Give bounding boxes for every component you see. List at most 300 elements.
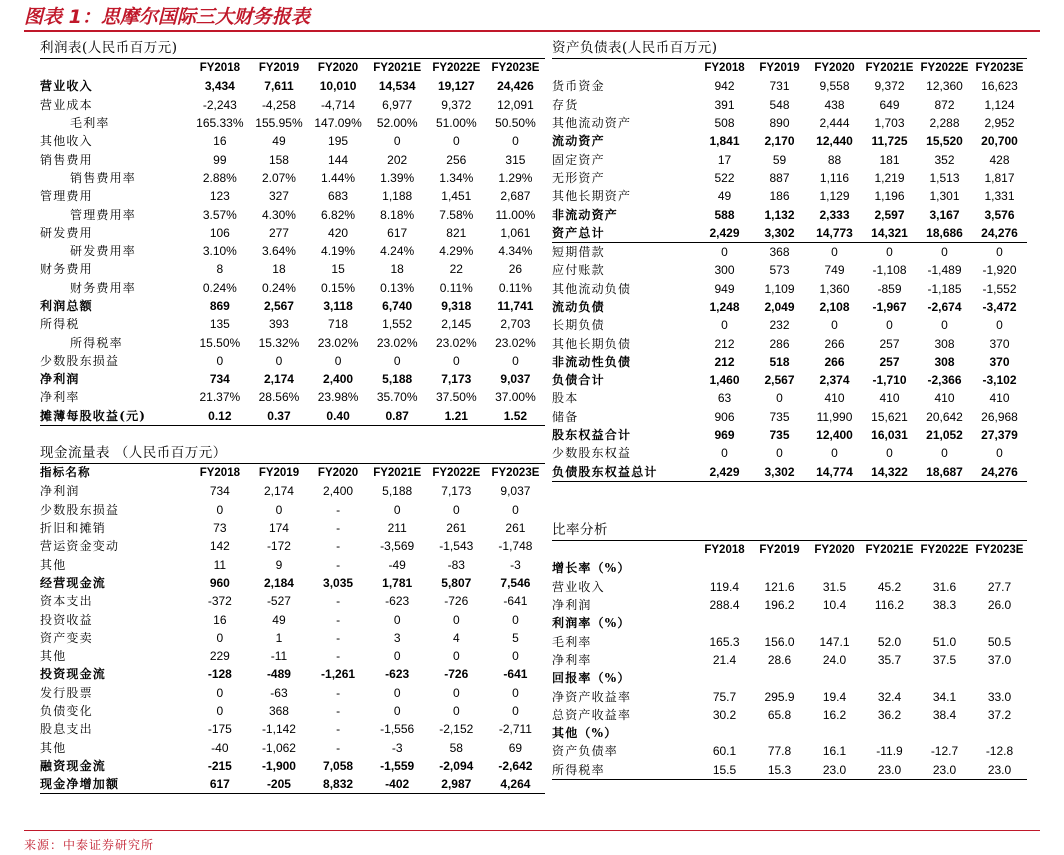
table-row [552, 463, 1027, 481]
cell-value: 0 [393, 134, 401, 149]
cell-value: - [336, 612, 341, 627]
cell-value: -372 [207, 594, 232, 609]
row-label: 资产变卖 [40, 630, 93, 645]
cell-value: 256 [446, 152, 467, 167]
cell-value: 1,061 [500, 225, 531, 240]
row-label: 非流动资产 [552, 207, 619, 222]
cell-value: 45.2 [877, 579, 902, 594]
cell-value: 19.4 [822, 689, 847, 704]
row-label: 经营现金流 [40, 575, 107, 590]
cell-value: -726 [444, 667, 469, 682]
cell-value [697, 669, 752, 687]
table-row [552, 651, 1027, 669]
cell-value: 63 [717, 391, 732, 406]
cell-value: 327 [268, 189, 289, 204]
table-row [40, 665, 545, 683]
cell-value: 49 [272, 134, 286, 149]
cell-value: 11,725 [871, 134, 908, 149]
cell-value: - [336, 594, 341, 609]
cell-value: 9,037 [500, 484, 531, 499]
cell-value: 869 [209, 299, 230, 313]
cell-value: 0 [886, 318, 893, 333]
cell-value: 2,170 [764, 134, 795, 149]
cell-value: 9,372 [441, 97, 472, 112]
cell-value: 49 [272, 612, 286, 627]
cell-value: 2,567 [764, 373, 795, 388]
income-bottom-rule [40, 425, 545, 426]
cell-value: 11.00% [495, 207, 536, 222]
cell-value: 2,703 [500, 317, 531, 332]
cashflow-table [40, 464, 545, 793]
table-row [552, 761, 1027, 779]
cell-value: 0.40 [326, 408, 350, 423]
cell-value: 37.0 [987, 652, 1012, 667]
column-header-label [552, 541, 697, 559]
cell-value: 428 [989, 152, 1010, 167]
cell-value: -641 [503, 667, 528, 682]
cell-value: 3,302 [752, 224, 807, 243]
row-label: 负债合计 [552, 373, 605, 388]
cell-value: 0.24% [261, 280, 296, 295]
ratio-bottom-rule [552, 779, 1027, 780]
cell-value: 9 [275, 557, 283, 572]
cell-value: 0.15% [321, 280, 356, 295]
table-row [552, 114, 1027, 132]
cell-value: 24,276 [981, 464, 1018, 479]
cell-value: 147.09% [314, 116, 362, 131]
cell-value: -2,243 [202, 97, 237, 112]
cell-value: -1,062 [261, 740, 296, 755]
cell-value: -1,559 [380, 758, 415, 773]
table-row [552, 669, 1027, 687]
table-row [552, 316, 1027, 334]
table-row [552, 280, 1027, 298]
cell-value: 212 [714, 336, 735, 351]
row-label: 净资产收益率 [552, 689, 632, 704]
cell-value: 65.8 [767, 707, 792, 722]
table-row [40, 370, 545, 388]
cell-value: 3,035 [323, 575, 354, 590]
cell-value: 1,219 [874, 170, 905, 185]
table-row [552, 205, 1027, 223]
column-header-year: FY2019 [258, 62, 300, 75]
cell-value: 0.11% [439, 280, 473, 295]
cell-value: 156.0 [764, 634, 795, 649]
cell-value: 4,264 [500, 777, 531, 792]
cell-value: 0.11% [498, 280, 532, 295]
table-row [552, 596, 1027, 614]
column-header-year: FY2020 [814, 544, 855, 557]
cell-value: 106 [209, 225, 230, 240]
cell-value: 202 [387, 152, 408, 167]
cell-value: 9,372 [874, 79, 905, 94]
column-header-label: 指标名称 [40, 467, 91, 480]
cell-value: 116.2 [874, 598, 905, 613]
cell-value: 30.2 [712, 707, 737, 722]
cell-value: 4.19% [321, 244, 356, 259]
cell-value: 11 [213, 557, 227, 572]
cell-value: 718 [328, 317, 349, 332]
cell-value: 872 [934, 97, 955, 112]
cell-value [972, 559, 1027, 577]
cell-value: 1.34% [439, 170, 474, 185]
cell-value: 7,611 [264, 79, 294, 94]
cell-value: -49 [388, 557, 406, 572]
row-label: 其他 [40, 557, 67, 572]
cell-value: 26 [508, 262, 523, 277]
cell-value: 23.0 [932, 762, 957, 777]
cell-value: 906 [714, 409, 735, 424]
table-row [40, 775, 545, 793]
cell-value: 20,642 [926, 409, 963, 424]
cell-value: 0 [216, 353, 224, 368]
cell-value: 49 [717, 189, 732, 204]
column-header-year: FY2018 [704, 544, 745, 557]
table-row [40, 96, 545, 114]
column-header-year: FY2021E [865, 62, 914, 75]
table-row [40, 702, 545, 720]
cell-value: -12.8 [985, 744, 1014, 759]
cell-value: 573 [769, 263, 790, 278]
cell-value: 300 [714, 263, 735, 278]
cell-value: 9,558 [819, 79, 850, 94]
cell-value: 266 [824, 336, 845, 351]
cell-value [862, 559, 917, 577]
cell-value: -4,714 [321, 97, 356, 112]
column-header-year: FY2022E [432, 467, 481, 480]
row-label: 发行股票 [40, 685, 93, 700]
cell-value: 50.50% [495, 116, 536, 131]
cell-value: -172 [266, 539, 291, 554]
cell-value: 144 [328, 152, 349, 167]
cell-value: -1,552 [982, 281, 1017, 296]
table-row [40, 315, 545, 333]
column-header-year: FY2018 [199, 467, 240, 480]
cell-value: 0 [393, 612, 401, 627]
cell-value: -63 [270, 685, 288, 700]
row-label: 营业收入 [40, 79, 93, 94]
row-label: 利润总额 [40, 299, 93, 313]
row-label: 所得税 [40, 317, 80, 332]
cell-value: 969 [714, 428, 735, 443]
cell-value [807, 669, 862, 687]
cell-value: 10.4 [822, 598, 847, 613]
cell-value: 6,740 [382, 299, 413, 313]
cell-value: 257 [879, 354, 900, 369]
cell-value: 617 [209, 777, 230, 792]
cell-value: - [336, 521, 341, 536]
cell-value: -623 [385, 667, 410, 682]
table-row [40, 555, 545, 573]
cell-value: -11.9 [876, 744, 903, 759]
cell-value: 2,597 [874, 207, 905, 222]
cell-value: 2,374 [819, 373, 850, 388]
cell-value: 34.1 [932, 689, 957, 704]
cell-value: 9,037 [500, 372, 531, 387]
cell-value: 0.37 [267, 408, 291, 423]
cell-value: -1,185 [927, 281, 962, 296]
cell-value: 165.3 [709, 634, 740, 649]
cell-value: 1 [275, 630, 283, 645]
row-label: 财务费用 [40, 262, 93, 277]
table-row [40, 187, 545, 205]
cell-value: 23.02% [376, 335, 418, 350]
row-label: 非流动性负债 [552, 354, 632, 369]
cell-value: -2,711 [498, 722, 532, 737]
cell-value: 52.00% [376, 116, 418, 131]
column-header-year: FY2018 [199, 62, 240, 75]
cell-value: 1,248 [709, 300, 740, 314]
cell-value: 52.0 [877, 634, 902, 649]
cell-value: 3.64% [261, 244, 296, 259]
table-row [552, 334, 1027, 352]
cell-value: 734 [209, 484, 230, 499]
income-statement [40, 38, 545, 426]
cashflow-header-row [40, 464, 545, 482]
cell-value: 518 [769, 354, 790, 369]
cell-value: 7,058 [323, 758, 354, 773]
table-row [40, 224, 545, 242]
row-label: 其他 [40, 740, 67, 755]
cell-value: - [336, 539, 341, 554]
cell-value: 0 [831, 446, 838, 461]
cell-value: 2,687 [500, 189, 531, 204]
cell-value: 50.5 [987, 634, 1012, 649]
cell-value: 2,145 [441, 317, 472, 332]
cell-value: -623 [385, 594, 410, 609]
cell-value: 23.0 [822, 762, 847, 777]
row-label: 投资现金流 [40, 667, 107, 682]
cell-value: 16 [213, 612, 227, 627]
cell-value: 36.2 [877, 707, 902, 722]
cell-value: 23.0 [877, 762, 902, 777]
cell-value: 0 [941, 245, 948, 260]
cell-value: 14,322 [871, 464, 908, 479]
cell-value: 734 [209, 372, 230, 387]
row-label: 固定资产 [552, 152, 605, 167]
cell-value: 352 [934, 152, 955, 167]
cell-value: 31.6 [932, 579, 957, 594]
cell-value [807, 724, 862, 742]
cell-value: -402 [385, 777, 410, 792]
cell-value [752, 559, 807, 577]
row-label: 净利润 [40, 484, 80, 499]
cell-value: 7,546 [500, 575, 531, 590]
table-row [552, 242, 1027, 261]
row-label: 折旧和摊销 [40, 521, 107, 536]
cell-value: 4 [452, 630, 460, 645]
cell-value: 1,331 [984, 189, 1015, 204]
cell-value: 15,520 [926, 134, 963, 149]
table-row [40, 537, 545, 555]
cell-value [972, 724, 1027, 742]
cell-value: 0 [721, 446, 728, 461]
cell-value: 0 [512, 704, 519, 718]
cell-value: 2,987 [441, 777, 472, 792]
cell-value: - [336, 649, 341, 664]
row-label: 流动资产 [552, 134, 605, 149]
cell-value: 4.29% [439, 244, 474, 259]
source-note: 来源：中泰证券研究所 [24, 838, 155, 852]
cell-value: -1,920 [982, 263, 1017, 278]
cell-value: 0 [512, 612, 519, 627]
cell-value: 2,567 [263, 299, 294, 313]
cell-value: 617 [387, 225, 408, 240]
row-label: 营业收入 [552, 579, 605, 594]
cell-value: 18 [390, 262, 404, 277]
cell-value [697, 614, 752, 632]
cell-value: 4.34% [498, 244, 533, 259]
cell-value: 0 [452, 704, 460, 718]
table-row [40, 407, 545, 425]
cell-value: 0 [996, 446, 1003, 461]
cell-value: 28.56% [258, 390, 300, 405]
cell-value: 11,741 [497, 299, 534, 313]
cell-value: 1,817 [984, 170, 1015, 185]
table-row [40, 279, 545, 297]
row-label: 流动负债 [552, 300, 605, 314]
table-row [40, 684, 545, 702]
cell-value: 2,400 [323, 484, 354, 499]
table-row [552, 169, 1027, 187]
cell-value: 196.2 [764, 598, 795, 613]
cell-value: -205 [266, 777, 291, 792]
cell-value: 26.0 [987, 598, 1012, 613]
cell-value: -11 [270, 649, 288, 664]
cell-value: 12,360 [926, 79, 963, 94]
cell-value: 0 [831, 245, 838, 260]
cell-value: 2,174 [263, 484, 294, 499]
cell-value: 370 [989, 336, 1010, 351]
row-label: 资产负债率 [552, 744, 619, 759]
cell-value: -1,967 [872, 300, 907, 314]
cell-value: 51.00% [435, 116, 477, 131]
cell-value: 19,127 [437, 79, 475, 94]
cell-value: - [336, 685, 341, 700]
row-label: 增长率（%） [552, 561, 631, 576]
row-label: 其他长期资产 [552, 189, 632, 204]
cell-value: 315 [505, 152, 526, 167]
cell-value: 8 [216, 262, 224, 277]
cell-value: 391 [714, 97, 735, 112]
table-row [40, 132, 545, 150]
cell-value: 51.0 [932, 634, 957, 649]
cell-value: - [336, 704, 341, 718]
row-label: 其他收入 [40, 134, 93, 149]
cell-value: 1.52 [503, 408, 528, 423]
cell-value: 15 [331, 262, 345, 277]
cell-value: -527 [266, 594, 291, 609]
cell-value: 12,440 [816, 134, 853, 149]
row-label: 货币资金 [552, 79, 605, 94]
cell-value: -2,642 [498, 758, 533, 773]
cell-value: 28.6 [767, 652, 792, 667]
cell-value: 1,196 [874, 189, 905, 204]
cell-value: 2,952 [984, 116, 1015, 131]
row-label: 少数股东损益 [40, 502, 120, 517]
cell-value: 119.4 [709, 579, 740, 594]
column-header-label [40, 59, 190, 77]
cell-value: 1,116 [819, 170, 850, 185]
cell-value: 16.1 [822, 744, 847, 759]
cell-value: 15,621 [871, 409, 908, 424]
row-label: 股息支出 [40, 722, 93, 737]
cell-value: 0 [334, 353, 342, 368]
income-header-row [40, 59, 545, 77]
column-header-year: FY2020 [317, 62, 359, 75]
row-label: 所得税率 [552, 762, 605, 777]
row-label: 研发费用 [40, 225, 93, 240]
cell-value: 0 [721, 245, 728, 260]
column-header-year: FY2021E [373, 62, 422, 75]
cell-value: 75.7 [712, 689, 737, 704]
cell-value: -3 [391, 740, 403, 755]
row-label: 研发费用率 [70, 244, 137, 259]
cell-value: 548 [769, 97, 790, 112]
cell-value: 0 [996, 245, 1003, 260]
cell-value: 1,451 [441, 189, 472, 204]
cell-value: 15.32% [258, 335, 300, 350]
cell-value: 123 [209, 189, 230, 204]
cell-value: 195 [328, 134, 349, 149]
cell-value: 5,188 [382, 372, 413, 387]
cell-value: 3,576 [984, 207, 1015, 222]
table-row [552, 298, 1027, 316]
cell-value: 15.50% [199, 335, 241, 350]
cell-value [972, 614, 1027, 632]
column-header-year: FY2023E [491, 62, 540, 75]
cell-value: 308 [934, 354, 955, 369]
cell-value: 410 [934, 391, 955, 406]
cell-value: 58 [449, 740, 463, 755]
cell-value: 1,841 [709, 134, 740, 149]
table-row [40, 482, 545, 500]
cell-value: 2,429 [709, 464, 740, 479]
cell-value: -2,674 [927, 300, 962, 314]
row-label: 少数股东权益 [552, 446, 632, 461]
row-label: 无形资产 [552, 170, 605, 185]
cell-value: 23.02% [435, 335, 477, 350]
cell-value: 18 [272, 262, 286, 277]
cell-value: -12.7 [930, 744, 959, 759]
cell-value: 1.39% [380, 170, 415, 185]
column-header-year: FY2022E [920, 544, 969, 557]
row-label: 储备 [552, 409, 579, 424]
row-label: 其他 [40, 649, 67, 664]
row-label: 股本 [552, 391, 579, 406]
cell-value: 1,124 [984, 97, 1015, 112]
table-row [552, 614, 1027, 632]
cashflow-title: 现金流量表 （人民币百万元） [40, 445, 227, 461]
cell-value: 0.12 [208, 408, 232, 423]
cell-value: 1,703 [874, 116, 905, 131]
table-row [552, 426, 1027, 444]
cell-value: 37.00% [495, 390, 536, 405]
row-label: 其他（%） [552, 726, 618, 741]
cell-value: 35.7 [877, 652, 902, 667]
cell-value: 0 [452, 134, 460, 149]
cell-value: -128 [207, 667, 232, 682]
table-row [40, 114, 545, 132]
cell-value: 77.8 [767, 744, 792, 759]
row-label: 营运资金变动 [40, 539, 120, 554]
cell-value: 3,118 [323, 299, 353, 313]
cell-value: 949 [714, 281, 735, 296]
cell-value: -1,108 [872, 263, 907, 278]
cell-value [917, 724, 972, 742]
cell-value: 942 [714, 79, 735, 94]
cell-value: 2,429 [697, 224, 752, 243]
